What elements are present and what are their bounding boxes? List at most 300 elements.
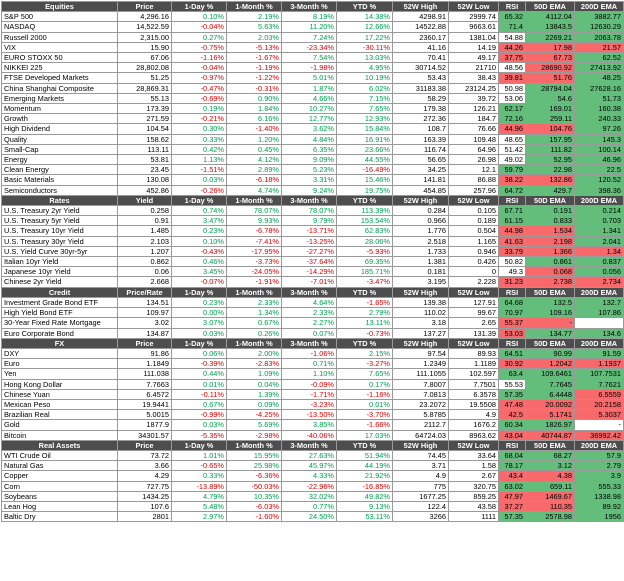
cell-ema-200: 120.52 <box>575 175 624 185</box>
cell-day-change: 0.03% <box>172 420 227 430</box>
cell-rsi: 65.32 <box>499 12 526 22</box>
cell-quarter-change: 9.79% <box>282 216 337 226</box>
cell-high-52w: 0.966 <box>393 216 449 226</box>
cell-ema-50: 1.534 <box>526 226 575 236</box>
cell-quarter-change: 27.63% <box>282 450 337 460</box>
cell-ytd-change: -16.85% <box>337 481 393 491</box>
cell-price: 5.0015 <box>118 410 172 420</box>
cell-low-52w: 184.7 <box>449 114 499 124</box>
cell-month-change: 0.04% <box>227 379 282 389</box>
table-row <box>2 420 624 430</box>
cell-rsi: 61.15 <box>499 216 526 226</box>
cell-ema-200: 132.7 <box>575 297 624 307</box>
cell-ytd-change: 44.19% <box>337 461 393 471</box>
table-row <box>2 73 624 83</box>
table-row <box>2 206 624 216</box>
cell-day-change: 0.03% <box>172 175 227 185</box>
cell-high-52w: 139.38 <box>393 297 449 307</box>
header-ytd-change: YTD % <box>337 338 393 348</box>
cell-rsi: 71.4 <box>499 22 526 32</box>
header-ema-50: 50D EMA <box>526 2 575 12</box>
cell-ema-50: 111.82 <box>526 144 575 154</box>
cell-high-52w: 0.181 <box>393 267 449 277</box>
cell-low-52w: 76.66 <box>449 124 499 134</box>
table-row <box>2 348 624 358</box>
cell-quarter-change: 8.19% <box>282 12 337 22</box>
cell-high-52w: 7.8007 <box>393 379 449 389</box>
header-name: Credit <box>2 287 118 297</box>
cell-quarter-change: -7.01% <box>282 277 337 287</box>
cell-ytd-change: 15.46% <box>337 175 393 185</box>
cell-quarter-change: 24.50% <box>282 512 337 522</box>
cell-day-change: -1.16% <box>172 53 227 63</box>
cell-day-change: -0.99% <box>172 410 227 420</box>
cell-low-52w: 2999.74 <box>449 12 499 22</box>
cell-day-change: 0.44% <box>172 369 227 379</box>
cell-name: Baltic Dry <box>2 512 118 522</box>
cell-price: 7.7663 <box>118 379 172 389</box>
cell-ema-50: 2269.21 <box>526 32 575 42</box>
cell-month-change: -17.95% <box>227 246 282 256</box>
cell-ytd-change: 2.15% <box>337 348 393 358</box>
cell-ema-50: 28690.92 <box>526 63 575 73</box>
cell-price: 452.86 <box>118 185 172 195</box>
cell-month-change: -3.73% <box>227 257 282 267</box>
cell-ema-50: 659.11 <box>526 481 575 491</box>
cell-ema-50: 6.4448 <box>526 389 575 399</box>
section-header-row <box>2 440 624 450</box>
cell-rsi: 68.04 <box>499 450 526 460</box>
cell-price: 1877.9 <box>118 420 172 430</box>
cell-name: Copper <box>2 471 118 481</box>
cell-price: 55.13 <box>118 93 172 103</box>
table-row <box>2 124 624 134</box>
cell-low-52w: 23124.25 <box>449 83 499 93</box>
cell-name: DXY <box>2 348 118 358</box>
cell-quarter-change: 9.09% <box>282 155 337 165</box>
cell-quarter-change: 1.87% <box>282 83 337 93</box>
cell-low-52w: 0 <box>449 267 499 277</box>
cell-ema-200: - <box>575 420 624 430</box>
cell-ema-50: 28794.04 <box>526 83 575 93</box>
header-rsi: RSI <box>499 338 526 348</box>
cell-price: 1.207 <box>118 246 172 256</box>
cell-day-change: 4.79% <box>172 491 227 501</box>
cell-ema-200: 20.2158 <box>575 399 624 409</box>
cell-day-change: 0.10% <box>172 12 227 22</box>
cell-month-change: 15.95% <box>227 450 282 460</box>
cell-ytd-change: -3.70% <box>337 410 393 420</box>
cell-name: Italian 10yr Yield <box>2 257 118 267</box>
cell-ema-200: 1956 <box>575 512 624 522</box>
cell-price: 34301.57 <box>118 430 172 440</box>
cell-low-52w: 859.25 <box>449 491 499 501</box>
cell-price: 173.39 <box>118 104 172 114</box>
cell-ema-200: 134.6 <box>575 328 624 338</box>
cell-ema-200: 27628.16 <box>575 83 624 93</box>
cell-quarter-change: 4.84% <box>282 134 337 144</box>
cell-name: WTI Crude Oil <box>2 450 118 460</box>
cell-quarter-change: -13.71% <box>282 226 337 236</box>
cell-month-change: 25.98% <box>227 461 282 471</box>
cell-ema-200: 100.14 <box>575 144 624 154</box>
cell-ytd-change: 0.01% <box>337 399 393 409</box>
cell-ema-200: 0.056 <box>575 267 624 277</box>
cell-ema-50: - <box>526 318 575 328</box>
cell-price: 130.08 <box>118 175 172 185</box>
cell-day-change: 0.03% <box>172 328 227 338</box>
cell-ema-200: 1.341 <box>575 226 624 236</box>
cell-price: 104.54 <box>118 124 172 134</box>
header-ytd-change: YTD % <box>337 287 393 297</box>
cell-rsi: 63.4 <box>499 369 526 379</box>
cell-quarter-change: 5.23% <box>282 165 337 175</box>
cell-quarter-change: 4.33% <box>282 471 337 481</box>
cell-ema-50: 1.2042 <box>526 359 575 369</box>
cell-high-52w: 70.41 <box>393 53 449 63</box>
cell-month-change: 1.39% <box>227 389 282 399</box>
cell-month-change: 10.35% <box>227 491 282 501</box>
cell-high-52w: 41.16 <box>393 42 449 52</box>
cell-day-change: -0.04% <box>172 63 227 73</box>
cell-price: 23.45 <box>118 165 172 175</box>
cell-month-change: 0.67% <box>227 318 282 328</box>
cell-price: 158.62 <box>118 134 172 144</box>
cell-quarter-change: -1.71% <box>282 389 337 399</box>
cell-day-change: -0.47% <box>172 83 227 93</box>
cell-ytd-change: 153.54% <box>337 216 393 226</box>
cell-quarter-change: -0.09% <box>282 379 337 389</box>
cell-ema-50: 4112.04 <box>526 12 575 22</box>
cell-ytd-change: 44.55% <box>337 155 393 165</box>
cell-ema-50: 132.5 <box>526 297 575 307</box>
cell-low-52w: 1.165 <box>449 236 499 246</box>
cell-ema-200: 3.9 <box>575 471 624 481</box>
cell-rsi: 64.72 <box>499 185 526 195</box>
cell-day-change: 0.00% <box>172 308 227 318</box>
cell-month-change: 2.00% <box>227 348 282 358</box>
cell-ema-50: 52.95 <box>526 155 575 165</box>
header-price: Yield <box>118 195 172 205</box>
cell-price: 3.02 <box>118 318 172 328</box>
cell-high-52w: 5.8785 <box>393 410 449 420</box>
cell-low-52w: 0.946 <box>449 246 499 256</box>
cell-low-52w: 102.597 <box>449 369 499 379</box>
cell-day-change: 3.45% <box>172 267 227 277</box>
cell-month-change: -1.91% <box>227 277 282 287</box>
cell-ema-50: 109.16 <box>526 308 575 318</box>
cell-price: 111.038 <box>118 369 172 379</box>
cell-ema-50: 67.73 <box>526 53 575 63</box>
cell-quarter-change: -1.06% <box>282 348 337 358</box>
cell-rsi: 44.98 <box>499 226 526 236</box>
cell-low-52w: 19.5508 <box>449 399 499 409</box>
cell-day-change: 1.13% <box>172 155 227 165</box>
table-row <box>2 63 624 73</box>
cell-name: Energy <box>2 155 118 165</box>
header-price: Price/Rate <box>118 287 172 297</box>
header-low-52w: 52W Low <box>449 440 499 450</box>
cell-price: 28,869.31 <box>118 83 172 93</box>
cell-price: 28,802.08 <box>118 63 172 73</box>
header-price: Price <box>118 2 172 12</box>
cell-ema-200: 91.59 <box>575 348 624 358</box>
cell-rsi: 67.71 <box>499 206 526 216</box>
cell-day-change: -1.51% <box>172 165 227 175</box>
cell-month-change: 5.63% <box>227 22 282 32</box>
cell-day-change: -0.07% <box>172 277 227 287</box>
section-header-row <box>2 287 624 297</box>
cell-name: EURO STOXX 50 <box>2 53 118 63</box>
cell-name: Investment Grade Bond ETF <box>2 297 118 307</box>
cell-ema-200: 1.1937 <box>575 359 624 369</box>
cell-ema-200: 398.36 <box>575 185 624 195</box>
table-row <box>2 93 624 103</box>
cell-quarter-change: 10.27% <box>282 104 337 114</box>
cell-high-52w: 163.39 <box>393 134 449 144</box>
cell-month-change: -1.40% <box>227 124 282 134</box>
cell-ema-200: 0.703 <box>575 216 624 226</box>
cell-name: Growth <box>2 114 118 124</box>
header-high-52w: 52W High <box>393 195 449 205</box>
header-ema-200: 200D EMA <box>575 195 624 205</box>
cell-name: Semiconductors <box>2 185 118 195</box>
cell-ema-200: 160.38 <box>575 104 624 114</box>
cell-name: Russell 2000 <box>2 32 118 42</box>
cell-high-52w: 3266 <box>393 512 449 522</box>
header-month-change: 1-Month % <box>227 195 282 205</box>
cell-ytd-change: 17.22% <box>337 32 393 42</box>
header-ema-50: 50D EMA <box>526 287 575 297</box>
cell-name: Basic Materials <box>2 175 118 185</box>
cell-rsi: 44.26 <box>499 42 526 52</box>
cell-ema-50: 68.27 <box>526 450 575 460</box>
cell-day-change: 0.67% <box>172 399 227 409</box>
cell-ema-50: 1469.67 <box>526 491 575 501</box>
cell-low-52w: 39.72 <box>449 93 499 103</box>
cell-quarter-change: 9.24% <box>282 185 337 195</box>
cell-rsi: 37.27 <box>499 501 526 511</box>
cell-ytd-change: 10.19% <box>337 73 393 83</box>
cell-low-52w: 99.67 <box>449 308 499 318</box>
table-row <box>2 32 624 42</box>
cell-rsi: 62.17 <box>499 104 526 114</box>
cell-low-52w: 4.9 <box>449 410 499 420</box>
cell-ytd-change: 23.66% <box>337 144 393 154</box>
cell-low-52w: 21710 <box>449 63 499 73</box>
cell-ytd-change: 13.11% <box>337 318 393 328</box>
cell-name: U.S. Yield Curve 30yr-5yr <box>2 246 118 256</box>
section-header-row <box>2 2 624 12</box>
cell-day-change: 0.33% <box>172 471 227 481</box>
cell-rsi: 51.42 <box>499 144 526 154</box>
cell-ytd-change: 185.71% <box>337 267 393 277</box>
cell-ema-200: 1.34 <box>575 246 624 256</box>
header-name: Equities <box>2 2 118 12</box>
cell-high-52w: 34.25 <box>393 165 449 175</box>
header-rsi: RSI <box>499 195 526 205</box>
cell-high-52w: 108.7 <box>393 124 449 134</box>
table-row <box>2 144 624 154</box>
cell-price: 4,296.16 <box>118 12 172 22</box>
cell-high-52w: 64724.03 <box>393 430 449 440</box>
table-row <box>2 481 624 491</box>
cell-high-52w: 23.2072 <box>393 399 449 409</box>
table-row <box>2 246 624 256</box>
header-rsi: RSI <box>499 2 526 12</box>
cell-day-change: -0.75% <box>172 42 227 52</box>
cell-ema-50: 51.76 <box>526 73 575 83</box>
cell-month-change: 0.09% <box>227 399 282 409</box>
cell-ema-200: 145.3 <box>575 134 624 144</box>
cell-name: Hong Kong Dollar <box>2 379 118 389</box>
cell-rsi: 43.04 <box>499 430 526 440</box>
cell-rsi: 57.35 <box>499 512 526 522</box>
header-quarter-change: 3-Month % <box>282 338 337 348</box>
cell-quarter-change: -27.27% <box>282 246 337 256</box>
cell-month-change: 5.69% <box>227 420 282 430</box>
table-row <box>2 134 624 144</box>
table-row <box>2 83 624 93</box>
header-high-52w: 52W High <box>393 287 449 297</box>
cell-high-52w: 454.85 <box>393 185 449 195</box>
cell-rsi: 44.96 <box>499 124 526 134</box>
cell-high-52w: 141.81 <box>393 175 449 185</box>
cell-price: 1.1849 <box>118 359 172 369</box>
cell-month-change: 0.45% <box>227 144 282 154</box>
header-quarter-change: 3-Month % <box>282 440 337 450</box>
cell-high-52w: 137.27 <box>393 328 449 338</box>
cell-ema-50: 109.6461 <box>526 369 575 379</box>
cell-high-52w: 3.195 <box>393 277 449 287</box>
cell-price: 113.11 <box>118 144 172 154</box>
cell-ytd-change: 12.93% <box>337 114 393 124</box>
cell-rsi: 49.3 <box>499 267 526 277</box>
cell-ema-200: 36992.42 <box>575 430 624 440</box>
cell-rsi: 33.79 <box>499 246 526 256</box>
cell-ytd-change: 62.83% <box>337 226 393 236</box>
header-low-52w: 52W Low <box>449 2 499 12</box>
cell-rsi: 38.22 <box>499 175 526 185</box>
cell-ema-50: 13843.5 <box>526 22 575 32</box>
cell-quarter-change: -23.34% <box>282 42 337 52</box>
cell-ytd-change: 49.82% <box>337 491 393 501</box>
cell-high-52w: 1.381 <box>393 257 449 267</box>
cell-day-change: 3.47% <box>172 216 227 226</box>
cell-price: 2,315.00 <box>118 32 172 42</box>
cell-month-change: 2.19% <box>227 12 282 22</box>
cell-name: Mexican Peso <box>2 399 118 409</box>
cell-low-52w: 131.39 <box>449 328 499 338</box>
cell-day-change: 0.10% <box>172 236 227 246</box>
cell-ytd-change: 12.66% <box>337 22 393 32</box>
cell-high-52w: 116.74 <box>393 144 449 154</box>
cell-ytd-change: 16.91% <box>337 134 393 144</box>
cell-ema-50: 259.11 <box>526 114 575 124</box>
cell-rsi: 55.37 <box>499 318 526 328</box>
cell-ema-50: 0.861 <box>526 257 575 267</box>
cell-day-change: 0.33% <box>172 134 227 144</box>
cell-month-change: 1.20% <box>227 134 282 144</box>
header-high-52w: 52W High <box>393 338 449 348</box>
cell-quarter-change: 11.20% <box>282 22 337 32</box>
cell-month-change: -1.67% <box>227 53 282 63</box>
cell-quarter-change: -13.25% <box>282 236 337 246</box>
header-month-change: 1-Month % <box>227 2 282 12</box>
cell-ema-200: 107.7531 <box>575 369 624 379</box>
cell-high-52w: 31183.38 <box>393 83 449 93</box>
cell-price: 67.06 <box>118 53 172 63</box>
cell-rsi: 50.98 <box>499 83 526 93</box>
cell-month-change: -24.05% <box>227 267 282 277</box>
table-row <box>2 308 624 318</box>
cell-ytd-change: 13.03% <box>337 53 393 63</box>
cell-quarter-change: 7.24% <box>282 32 337 42</box>
section-header-row <box>2 338 624 348</box>
cell-low-52w: 0.426 <box>449 257 499 267</box>
cell-month-change: 1.09% <box>227 369 282 379</box>
table-row <box>2 501 624 511</box>
cell-price: 6.4572 <box>118 389 172 399</box>
cell-low-52w: 1676.2 <box>449 420 499 430</box>
cell-rsi: 49.02 <box>499 155 526 165</box>
cell-ytd-change: -3.47% <box>337 277 393 287</box>
cell-rsi: 31.23 <box>499 277 526 287</box>
table-row <box>2 104 624 114</box>
cell-price: 14,522.59 <box>118 22 172 32</box>
cell-low-52w: 109.48 <box>449 134 499 144</box>
cell-ema-50: 110.35 <box>526 501 575 511</box>
header-high-52w: 52W High <box>393 440 449 450</box>
cell-price: 19.9441 <box>118 399 172 409</box>
cell-price: 51.25 <box>118 73 172 83</box>
cell-high-52w: 3.71 <box>393 461 449 471</box>
cell-low-52w: 126.21 <box>449 104 499 114</box>
cell-name: Gold <box>2 420 118 430</box>
cell-ema-50: 22.98 <box>526 165 575 175</box>
cell-rsi: 48.65 <box>499 134 526 144</box>
header-quarter-change: 3-Month % <box>282 287 337 297</box>
cell-name: High Yield Bond ETF <box>2 308 118 318</box>
cell-month-change: -2.83% <box>227 359 282 369</box>
cell-ema-200: 48.25 <box>575 73 624 83</box>
header-low-52w: 52W Low <box>449 338 499 348</box>
table-body <box>2 2 624 522</box>
table-row <box>2 42 624 52</box>
cell-ema-50: 429.7 <box>526 185 575 195</box>
cell-price: 0.862 <box>118 257 172 267</box>
cell-month-change: 2.03% <box>227 32 282 42</box>
cell-quarter-change: 2.33% <box>282 308 337 318</box>
cell-name: Momentum <box>2 104 118 114</box>
cell-rsi: 78.17 <box>499 461 526 471</box>
header-name: Real Assets <box>2 440 118 450</box>
table-row <box>2 12 624 22</box>
header-ytd-change: YTD % <box>337 440 393 450</box>
table-row <box>2 379 624 389</box>
cell-day-change: 0.74% <box>172 206 227 216</box>
cell-ytd-change: 14.38% <box>337 12 393 22</box>
cell-rsi: 50.82 <box>499 257 526 267</box>
cell-ema-50: 2.198 <box>526 236 575 246</box>
market-table <box>1 1 624 522</box>
cell-high-52w: 122.4 <box>393 501 449 511</box>
cell-ema-50: 0.833 <box>526 216 575 226</box>
cell-name: Chinese Yuan <box>2 389 118 399</box>
cell-quarter-change: -37.64% <box>282 257 337 267</box>
cell-name: Lean Hog <box>2 501 118 511</box>
cell-name: Clean Energy <box>2 165 118 175</box>
